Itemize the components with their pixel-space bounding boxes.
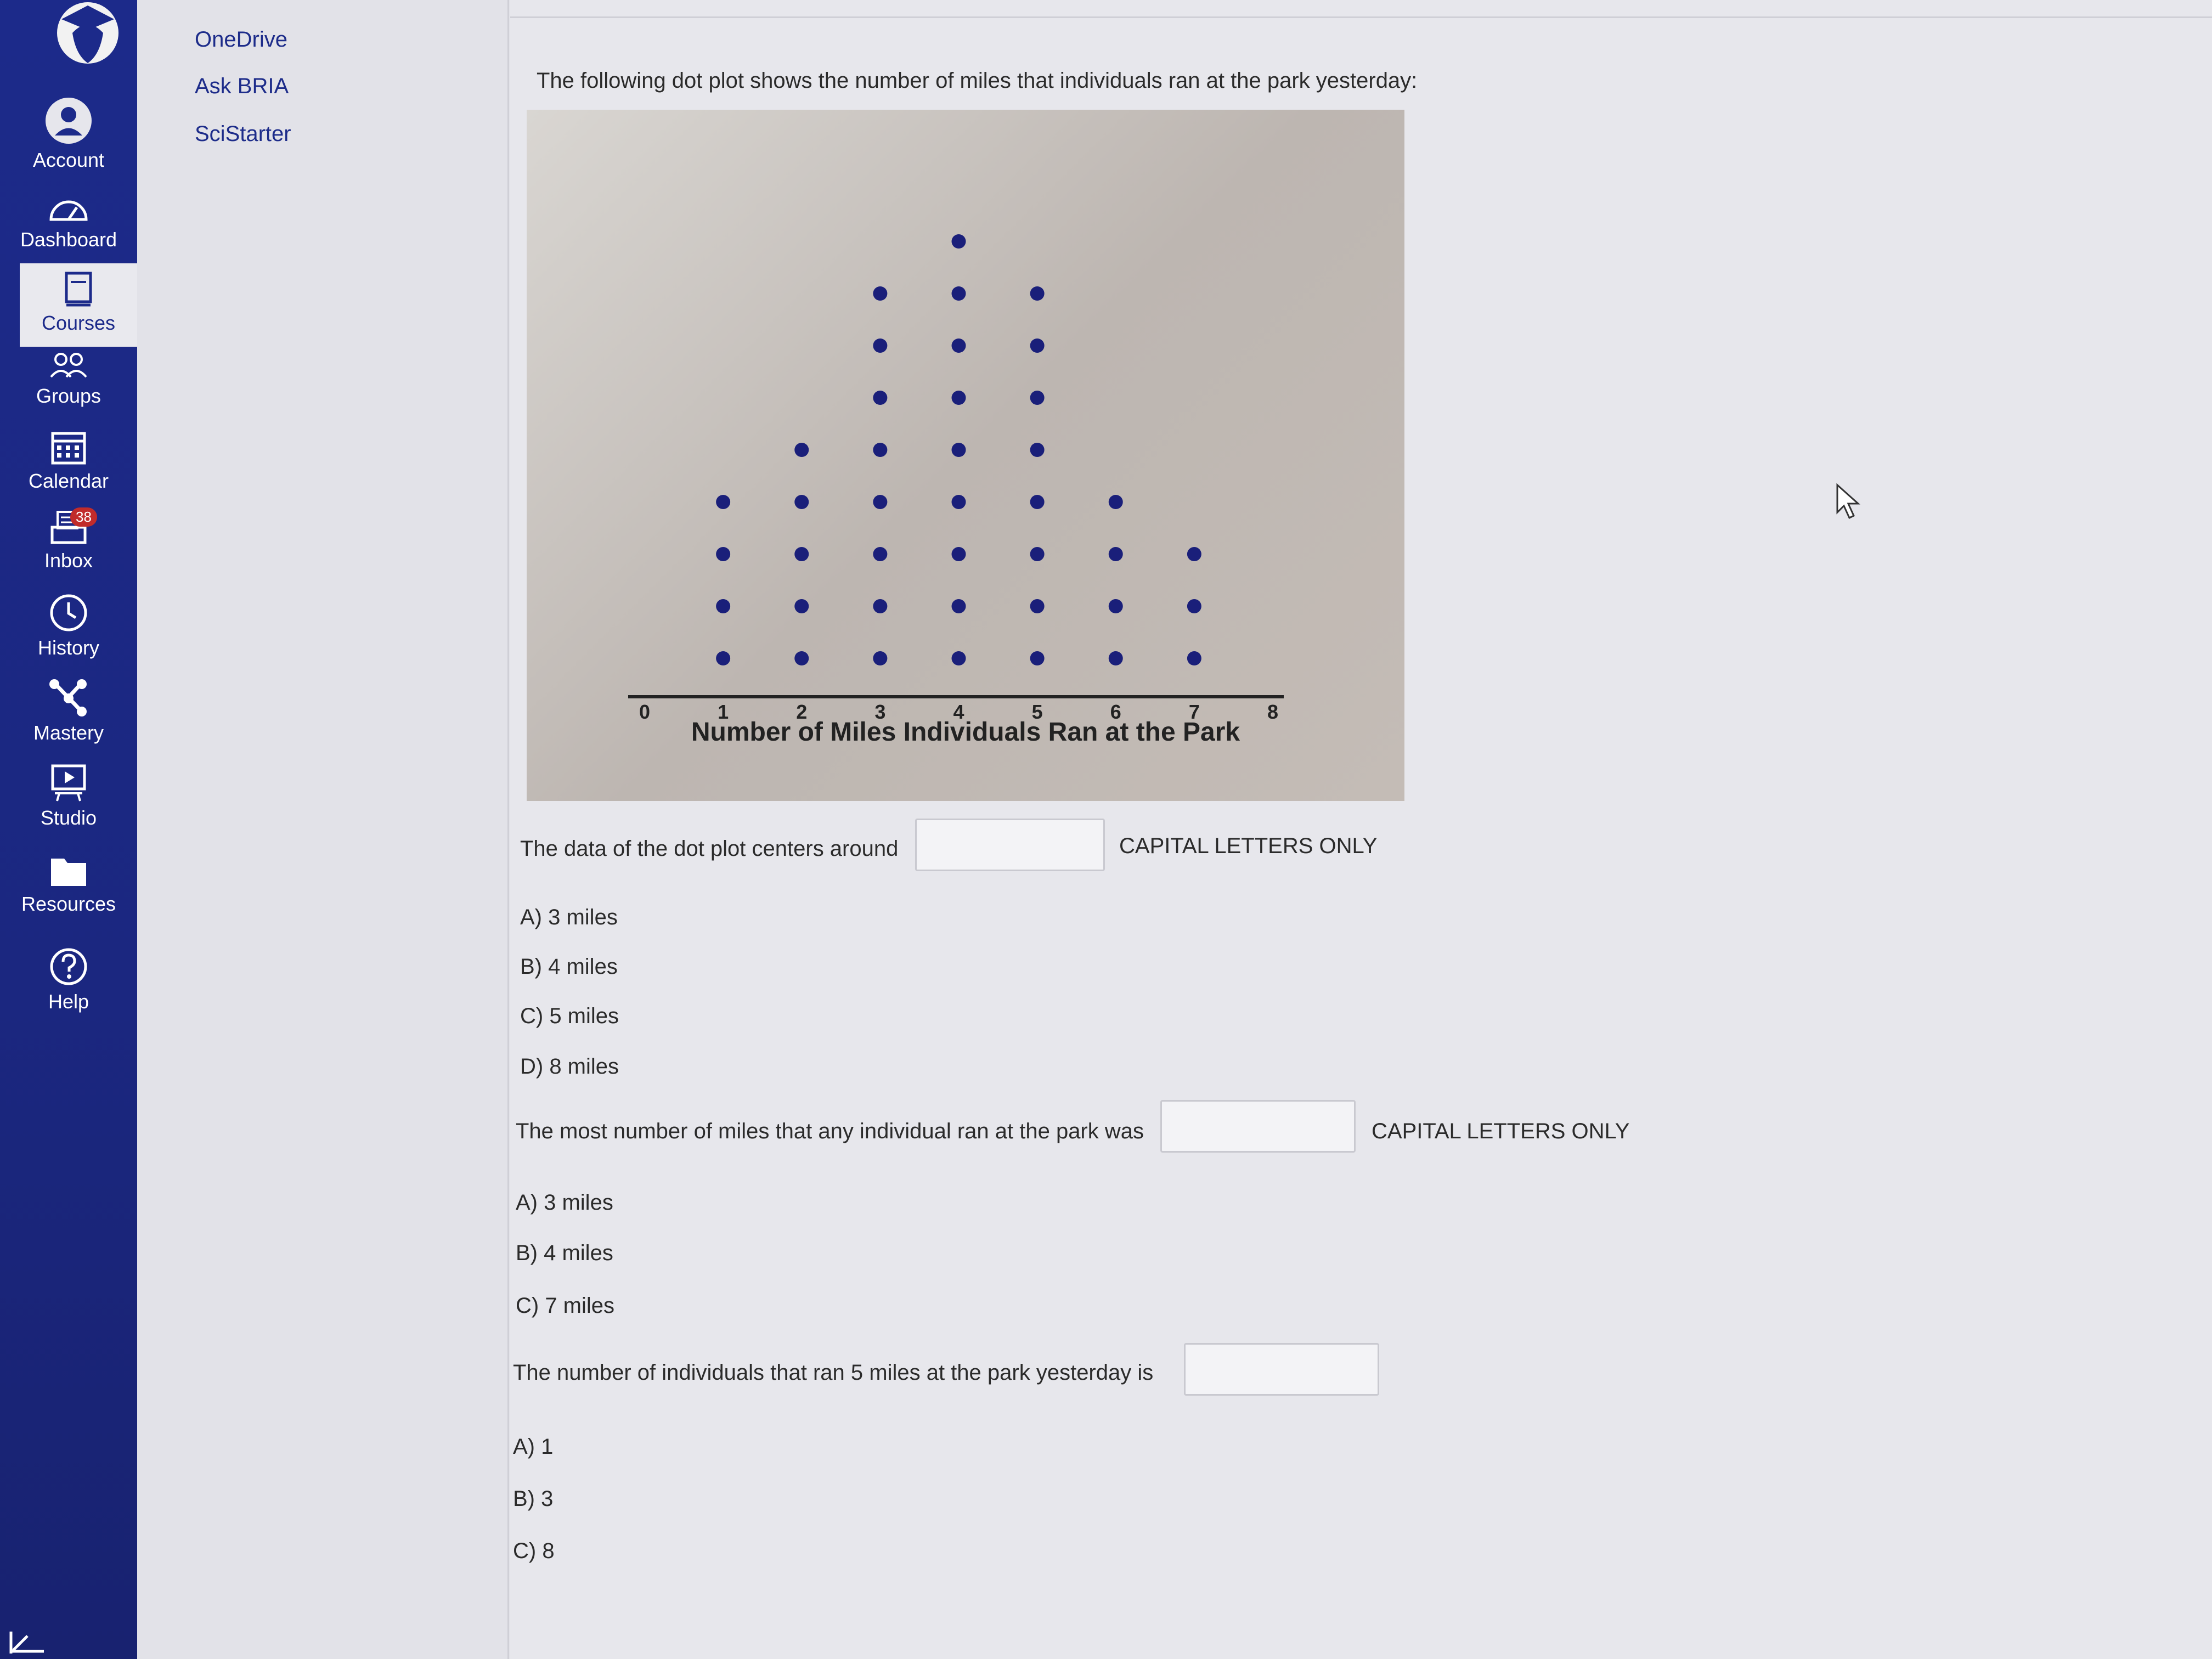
- dot-plot: [527, 110, 1404, 801]
- q1-answer-input[interactable]: [915, 819, 1105, 871]
- q2-answer-input[interactable]: [1160, 1100, 1356, 1153]
- q3-text: The number of individuals that ran 5 miles at the park yesterday is: [513, 1361, 1154, 1385]
- dot-mark: [1187, 547, 1201, 561]
- nav-inbox[interactable]: [0, 507, 137, 572]
- collapse-nav-icon[interactable]: [5, 1624, 49, 1657]
- dot-mark: [952, 547, 966, 561]
- q2-hint: CAPITAL LETTERS ONLY: [1372, 1119, 1630, 1143]
- x-tick-label: 4: [953, 701, 964, 723]
- dot-mark: [1030, 651, 1045, 665]
- dashboard-icon: [47, 192, 91, 225]
- dot-mark: [1109, 599, 1123, 613]
- calendar-icon: [49, 428, 88, 466]
- dot-mark: [873, 443, 887, 457]
- dot-mark: [1030, 599, 1045, 613]
- history-icon: [48, 592, 89, 633]
- school-logo-icon[interactable]: [50, 0, 133, 77]
- dot-mark: [794, 443, 809, 457]
- nav-label: Groups: [36, 385, 101, 407]
- account-icon: [44, 96, 93, 145]
- dot-mark: [952, 651, 966, 665]
- dot-mark: [794, 599, 809, 613]
- dot-mark: [1030, 547, 1045, 561]
- dot-mark: [794, 547, 809, 561]
- x-tick-label: 7: [1188, 701, 1200, 723]
- nav-resources[interactable]: [0, 853, 137, 916]
- dot-mark: [1030, 286, 1045, 301]
- dot-mark: [1187, 651, 1201, 665]
- folder-icon: [48, 853, 89, 889]
- q3-option: A) 1: [513, 1435, 554, 1459]
- nav-mastery[interactable]: [0, 678, 137, 744]
- dot-mark: [1030, 391, 1045, 405]
- x-axis-label: Number of Miles Individuals Ran at the Park: [691, 718, 1240, 747]
- inbox-unread-badge: 38: [70, 507, 97, 527]
- dot-mark: [873, 338, 887, 353]
- q3-option: C) 8: [513, 1539, 555, 1563]
- dot-mark: [952, 599, 966, 613]
- dot-mark: [794, 651, 809, 665]
- help-icon: [48, 946, 89, 987]
- dot-mark: [1030, 443, 1045, 457]
- dot-mark: [952, 234, 966, 249]
- nav-label: History: [37, 636, 99, 659]
- courses-icon: [62, 270, 95, 308]
- dot-mark: [716, 495, 730, 509]
- dot-mark: [873, 547, 887, 561]
- dot-mark: [1030, 495, 1045, 509]
- groups-icon: [47, 348, 91, 381]
- mouse-cursor-icon: [1835, 483, 1863, 521]
- x-tick-label: 3: [874, 701, 886, 723]
- dot-mark: [1030, 338, 1045, 353]
- dot-mark: [952, 495, 966, 509]
- course-link-onedrive[interactable]: OneDrive: [195, 27, 287, 52]
- nav-account[interactable]: [0, 96, 137, 172]
- nav-label: Calendar: [28, 470, 109, 492]
- course-nav: [137, 0, 510, 1659]
- dot-mark: [952, 338, 966, 353]
- dot-mark: [1187, 599, 1201, 613]
- dot-mark: [952, 443, 966, 457]
- dot-mark: [873, 651, 887, 665]
- q2-option: B) 4 miles: [516, 1241, 613, 1265]
- x-tick-label: 2: [796, 701, 808, 723]
- x-tick-label: 1: [718, 701, 729, 723]
- nav-label: Dashboard: [20, 228, 117, 251]
- q1-option: B) 4 miles: [520, 955, 618, 979]
- q1-option: C) 5 miles: [520, 1004, 619, 1028]
- q2-option: C) 7 miles: [516, 1294, 615, 1318]
- content-divider: [507, 0, 509, 1659]
- course-link-ask-bria[interactable]: Ask BRIA: [195, 74, 289, 98]
- course-link-scistarter[interactable]: SciStarter: [195, 122, 291, 146]
- nav-calendar[interactable]: [0, 428, 137, 493]
- x-tick-label: 5: [1031, 701, 1043, 723]
- q2-text: The most number of miles that any individual ran at the park was: [516, 1119, 1144, 1143]
- nav-label: Studio: [40, 806, 97, 829]
- dot-mark: [1109, 547, 1123, 561]
- studio-icon: [48, 763, 89, 803]
- dot-mark: [794, 495, 809, 509]
- dot-mark: [952, 286, 966, 301]
- q2-option: A) 3 miles: [516, 1190, 613, 1215]
- nav-label: Account: [32, 149, 105, 171]
- q1-text: The data of the dot plot centers around: [520, 837, 899, 861]
- q1-option: A) 3 miles: [520, 905, 618, 929]
- nav-courses[interactable]: [20, 263, 137, 347]
- dot-mark: [1109, 651, 1123, 665]
- content-top-rule: [510, 16, 2212, 18]
- mastery-icon: [47, 678, 91, 718]
- dot-mark: [1109, 495, 1123, 509]
- nav-groups[interactable]: [0, 348, 137, 408]
- nav-label: Inbox: [44, 549, 93, 572]
- dot-mark: [873, 495, 887, 509]
- nav-dashboard[interactable]: [0, 192, 137, 251]
- nav-label: Mastery: [33, 721, 104, 744]
- global-nav: [0, 0, 137, 1659]
- quiz-content: [510, 0, 2212, 1659]
- nav-label: Help: [48, 990, 89, 1013]
- q1-hint: CAPITAL LETTERS ONLY: [1119, 834, 1378, 858]
- x-tick-label: 6: [1110, 701, 1121, 723]
- nav-label: Resources: [21, 893, 116, 915]
- dot-mark: [873, 599, 887, 613]
- dot-mark: [952, 391, 966, 405]
- dot-mark: [873, 286, 887, 301]
- dot-plot-image: [527, 110, 1404, 801]
- q3-answer-input[interactable]: [1184, 1343, 1379, 1396]
- q1-option: D) 8 miles: [520, 1054, 619, 1079]
- dot-mark: [716, 547, 730, 561]
- dot-mark: [716, 651, 730, 665]
- dot-mark: [716, 599, 730, 613]
- x-tick-label: 0: [639, 701, 651, 723]
- nav-label: Courses: [41, 312, 116, 334]
- nav-studio[interactable]: [0, 763, 137, 830]
- nav-help[interactable]: [0, 946, 137, 1013]
- dot-mark: [873, 391, 887, 405]
- nav-history[interactable]: [0, 592, 137, 659]
- q3-option: B) 3: [513, 1487, 554, 1511]
- x-tick-label: 8: [1267, 701, 1279, 723]
- question-intro: The following dot plot shows the number of miles that individuals ran at the park yesterday:: [537, 69, 1418, 93]
